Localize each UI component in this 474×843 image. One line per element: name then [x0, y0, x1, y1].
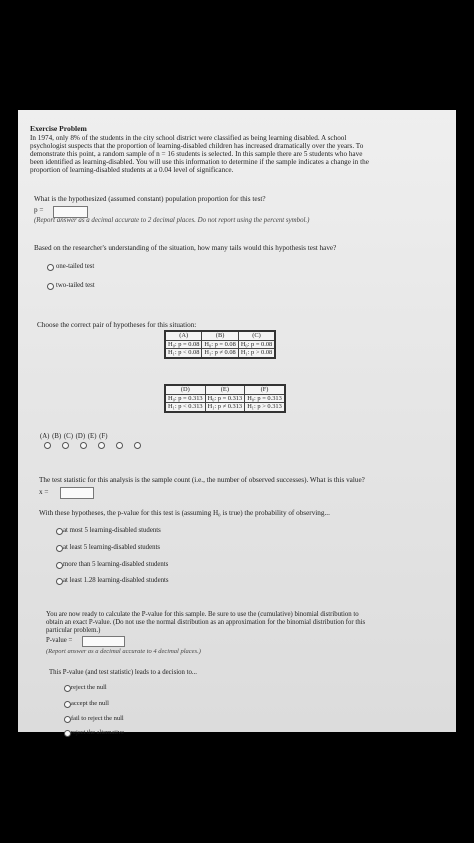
q6-note: (Report answer as a decimal accurate to 4 decimal places.)	[46, 648, 201, 655]
radio-accept-null[interactable]	[64, 701, 71, 708]
radio-hypothesis-a[interactable]	[44, 442, 51, 449]
hyp-header-c: (C)	[238, 331, 275, 340]
hyp-e-null: H₀: p = 0.313	[205, 394, 245, 403]
hyp-a-alt: H₁: p < 0.08	[165, 349, 202, 358]
q1-question: What is the hypothesized (assumed constant) population proportion for this test?	[34, 195, 266, 203]
radio-hypothesis-e[interactable]	[116, 442, 123, 449]
p-value-input[interactable]	[82, 636, 125, 647]
radio-hypothesis-d[interactable]	[98, 442, 105, 449]
option-more-than-5: more than 5 learning-disabled students	[63, 561, 169, 568]
radio-one-tailed[interactable]	[47, 264, 54, 271]
hyp-f-alt: H₁: p > 0.313	[245, 403, 285, 412]
radio-hypothesis-f[interactable]	[134, 442, 141, 449]
q6-var-label: P-value =	[46, 637, 73, 644]
exercise-title: Exercise Problem	[30, 124, 87, 133]
q2-question: Based on the researcher's understanding of the situation, how many tails would this hypothesis test have?	[34, 244, 337, 252]
q1-var-label: p =	[34, 206, 44, 214]
option-at-least-1-28: at least 1.28 learning-disabled students	[63, 577, 169, 584]
option-fail-to-reject: fail to reject the null	[71, 715, 124, 722]
q3-question: Choose the correct pair of hypotheses for this situation:	[37, 321, 197, 329]
hyp-d-null: H₀: p = 0.313	[165, 394, 205, 403]
option-one-tailed: one-tailed test	[56, 263, 95, 270]
q4-question: The test statistic for this analysis is the sample count (i.e., the number of observed successes). What is this value?	[39, 476, 365, 484]
hyp-c-null: H₀: p = 0.08	[238, 340, 275, 349]
radio-two-tailed[interactable]	[47, 283, 54, 290]
hyp-b-alt: H₁: p ≠ 0.08	[202, 349, 238, 358]
radio-more-than-5[interactable]	[56, 562, 63, 569]
q1-note: (Report answer as a decimal accurate to 2 decimal places. Do not report using the percent symbol.)	[34, 217, 310, 224]
q5-question: With these hypotheses, the p-value for this test is (assuming H₀ is true) the probability of observing...	[39, 509, 330, 517]
hypotheses-table-abc	[164, 330, 276, 359]
hyp-a-null: H₀: p = 0.08	[165, 340, 202, 349]
q6-question-line: particular problem.)	[46, 627, 101, 634]
q6-question-line: obtain an exact P-value. (Do not use the normal distribution as an approximation for the binomial distribution for this	[46, 619, 366, 626]
radio-reject-null[interactable]	[64, 685, 71, 692]
radio-reject-alternative[interactable]	[64, 730, 71, 737]
hyp-f-null: H₀: p = 0.313	[245, 394, 285, 403]
q7-question: This P-value (and test statistic) leads to a decision to...	[49, 669, 197, 676]
exercise-page	[30, 120, 450, 736]
intro-line: proportion of learning-disabled students at a 0.04 level of significance.	[30, 166, 234, 174]
hyp-d-alt: H₁: p < 0.313	[165, 403, 205, 412]
hyp-header-e: (E)	[205, 385, 245, 394]
option-accept-null: accept the null	[71, 700, 109, 707]
hypothesis-choice-labels: (A) (B) (C) (D) (E) (F)	[40, 433, 108, 440]
intro-line: been identified as learning-disabled. You will use this information to determine if the sample indicates a change in the	[30, 158, 369, 166]
radio-at-most-5[interactable]	[56, 528, 63, 535]
radio-at-least-5[interactable]	[56, 545, 63, 552]
radio-fail-to-reject[interactable]	[64, 716, 71, 723]
radio-at-least-1-28[interactable]	[56, 578, 63, 585]
hyp-header-f: (F)	[245, 385, 285, 394]
option-reject-null: reject the null	[71, 684, 107, 691]
intro-line: In 1974, only 8% of the students in the city school district were classified as being learning disabled. A school	[30, 134, 347, 142]
hyp-b-null: H₀: p = 0.08	[202, 340, 238, 349]
option-two-tailed: two-tailed test	[56, 282, 95, 289]
intro-line: psychologist suspects that the proportion of learning-disabled children has increased dramatically over the years. To	[30, 142, 364, 150]
q4-var-label: x =	[39, 488, 49, 496]
hyp-c-alt: H₁: p > 0.08	[238, 349, 275, 358]
q6-question-line: You are now ready to calculate the P-value for this sample. Be sure to use the (cumulative) binomial distribution to	[46, 611, 359, 618]
photographed-screen	[18, 110, 456, 736]
test-statistic-input[interactable]	[60, 487, 94, 499]
hypotheses-table-def	[164, 384, 286, 413]
intro-line: demonstrate this point, a random sample of n = 16 students is selected. In this sample there are 5 students who have	[30, 150, 363, 158]
hyp-header-b: (B)	[202, 331, 238, 340]
hyp-e-alt: H₁: p ≠ 0.313	[205, 403, 245, 412]
radio-hypothesis-c[interactable]	[80, 442, 87, 449]
radio-hypothesis-b[interactable]	[62, 442, 69, 449]
hyp-header-d: (D)	[165, 385, 205, 394]
option-at-least-5: at least 5 learning-disabled students	[63, 544, 161, 551]
option-at-most-5: at most 5 learning-disabled students	[63, 527, 161, 534]
option-reject-alternative: reject the alternative	[71, 729, 125, 736]
hyp-header-a: (A)	[165, 331, 202, 340]
